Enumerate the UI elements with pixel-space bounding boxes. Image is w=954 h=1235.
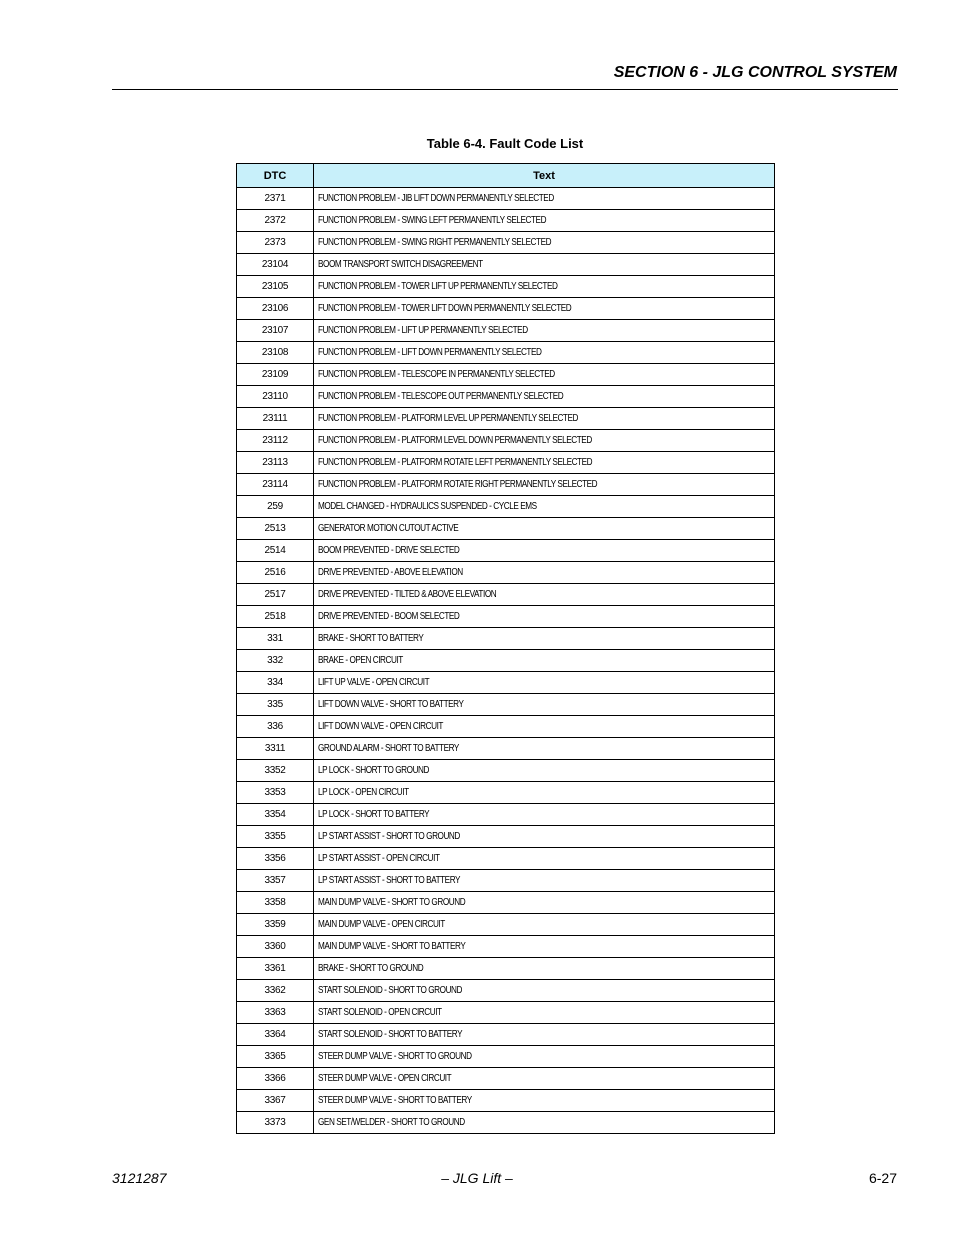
dtc-code-cell: 23104 [237, 254, 314, 276]
fault-description-cell [314, 958, 775, 980]
fault-description-text: FUNCTION PROBLEM - SWING RIGHT PERMANENTLY SELECTED [318, 236, 552, 248]
fault-description-cell [314, 408, 775, 430]
dtc-code-cell: 23109 [237, 364, 314, 386]
fault-description-text: FUNCTION PROBLEM - JIB LIFT DOWN PERMANENTLY SELECTED [318, 192, 554, 204]
table-body [237, 188, 775, 1134]
header-divider [112, 89, 898, 90]
table-row [237, 760, 775, 782]
dtc-code-cell: 3360 [237, 936, 314, 958]
dtc-code-cell: 23105 [237, 276, 314, 298]
table-row [237, 188, 775, 210]
table-row [237, 936, 775, 958]
fault-description-text: FUNCTION PROBLEM - PLATFORM ROTATE RIGHT PERMANENTLY SELECTED [318, 478, 598, 490]
fault-description-cell [314, 650, 775, 672]
table-row [237, 958, 775, 980]
table-row [237, 672, 775, 694]
fault-description-text: MAIN DUMP VALVE - SHORT TO GROUND [318, 896, 466, 908]
dtc-code-cell: 2513 [237, 518, 314, 540]
fault-description-cell [314, 430, 775, 452]
fault-description-cell [314, 386, 775, 408]
fault-description-cell [314, 716, 775, 738]
dtc-code-cell: 23111 [237, 408, 314, 430]
dtc-code-cell: 23107 [237, 320, 314, 342]
fault-description-cell [314, 694, 775, 716]
dtc-code-cell: 3373 [237, 1112, 314, 1134]
dtc-code-cell: 2518 [237, 606, 314, 628]
table-row [237, 1024, 775, 1046]
dtc-code-cell: 23106 [237, 298, 314, 320]
table-row [237, 430, 775, 452]
table-row [237, 628, 775, 650]
table-row [237, 342, 775, 364]
table-row [237, 496, 775, 518]
fault-description-text: GROUND ALARM - SHORT TO BATTERY [318, 742, 459, 754]
fault-description-cell [314, 496, 775, 518]
dtc-code-cell: 23113 [237, 452, 314, 474]
table-row [237, 540, 775, 562]
dtc-code-cell: 259 [237, 496, 314, 518]
dtc-code-cell: 3356 [237, 848, 314, 870]
fault-description-cell [314, 320, 775, 342]
fault-description-text: STEER DUMP VALVE - OPEN CIRCUIT [318, 1072, 452, 1084]
table-row [237, 782, 775, 804]
fault-description-text: MAIN DUMP VALVE - SHORT TO BATTERY [318, 940, 466, 952]
table-row [237, 1046, 775, 1068]
table-row [237, 364, 775, 386]
fault-description-cell [314, 1112, 775, 1134]
dtc-code-cell: 23110 [237, 386, 314, 408]
fault-description-text: LIFT DOWN VALVE - OPEN CIRCUIT [318, 720, 443, 732]
fault-description-text: DRIVE PREVENTED - ABOVE ELEVATION [318, 566, 463, 578]
table-row [237, 804, 775, 826]
dtc-code-cell: 3354 [237, 804, 314, 826]
dtc-code-cell: 3358 [237, 892, 314, 914]
fault-description-text: STEER DUMP VALVE - SHORT TO GROUND [318, 1050, 472, 1062]
fault-description-text: START SOLENOID - SHORT TO BATTERY [318, 1028, 463, 1040]
table-header-row [237, 164, 775, 188]
document-number: 3121287 [112, 1170, 167, 1186]
table-row [237, 848, 775, 870]
page-number: 6-27 [868, 1170, 897, 1186]
column-header-text: Text [314, 164, 775, 188]
fault-description-text: LP LOCK - SHORT TO GROUND [318, 764, 430, 776]
fault-description-text: LP LOCK - OPEN CIRCUIT [318, 786, 409, 798]
dtc-code-cell: 336 [237, 716, 314, 738]
fault-description-cell [314, 804, 775, 826]
fault-description-cell [314, 628, 775, 650]
fault-description-text: LP START ASSIST - OPEN CIRCUIT [318, 852, 440, 864]
table-row [237, 474, 775, 496]
fault-description-text: FUNCTION PROBLEM - PLATFORM LEVEL UP PERMANENTLY SELECTED [318, 412, 578, 424]
table-row [237, 298, 775, 320]
fault-description-cell [314, 584, 775, 606]
fault-description-cell [314, 1002, 775, 1024]
fault-code-table [236, 163, 775, 1134]
fault-description-text: FUNCTION PROBLEM - TOWER LIFT UP PERMANENTLY SELECTED [318, 280, 558, 292]
fault-description-cell [314, 606, 775, 628]
fault-description-text: BRAKE - SHORT TO GROUND [318, 962, 424, 974]
table-row [237, 408, 775, 430]
table-row [237, 870, 775, 892]
fault-description-cell [314, 276, 775, 298]
dtc-code-cell: 3353 [237, 782, 314, 804]
table-row [237, 232, 775, 254]
fault-description-text: LIFT DOWN VALVE - SHORT TO BATTERY [318, 698, 464, 710]
dtc-code-cell: 3364 [237, 1024, 314, 1046]
dtc-code-cell: 2372 [237, 210, 314, 232]
dtc-code-cell: 3366 [237, 1068, 314, 1090]
column-header-dtc: DTC [237, 164, 314, 188]
fault-description-text: FUNCTION PROBLEM - TOWER LIFT DOWN PERMANENTLY SELECTED [318, 302, 572, 314]
dtc-code-cell: 3311 [237, 738, 314, 760]
table-row [237, 826, 775, 848]
dtc-code-cell: 2514 [237, 540, 314, 562]
dtc-code-cell: 334 [237, 672, 314, 694]
dtc-code-cell: 3355 [237, 826, 314, 848]
table-caption: Table 6-4. Fault Code List [426, 136, 584, 151]
fault-description-cell [314, 1024, 775, 1046]
table-row [237, 650, 775, 672]
fault-description-cell [314, 760, 775, 782]
fault-description-text: FUNCTION PROBLEM - TELESCOPE IN PERMANENTLY SELECTED [318, 368, 555, 380]
dtc-code-cell: 23108 [237, 342, 314, 364]
table-row [237, 1068, 775, 1090]
fault-description-cell [314, 364, 775, 386]
table-row [237, 1002, 775, 1024]
table-row [237, 518, 775, 540]
table-row [237, 716, 775, 738]
fault-description-cell [314, 452, 775, 474]
section-title: SECTION 6 - JLG CONTROL SYSTEM [613, 64, 897, 81]
fault-description-cell [314, 1090, 775, 1112]
fault-description-cell [314, 298, 775, 320]
dtc-code-cell: 3359 [237, 914, 314, 936]
table-row [237, 562, 775, 584]
table-row [237, 1112, 775, 1134]
fault-description-text: GEN SET/WELDER - SHORT TO GROUND [318, 1116, 465, 1128]
dtc-code-cell: 2516 [237, 562, 314, 584]
table-row [237, 738, 775, 760]
fault-description-text: LP LOCK - SHORT TO BATTERY [318, 808, 430, 820]
fault-description-text: GENERATOR MOTION CUTOUT ACTIVE [318, 522, 459, 534]
fault-description-cell [314, 1068, 775, 1090]
table-row [237, 914, 775, 936]
fault-description-text: FUNCTION PROBLEM - LIFT DOWN PERMANENTLY SELECTED [318, 346, 542, 358]
fault-description-cell [314, 936, 775, 958]
dtc-code-cell: 2373 [237, 232, 314, 254]
fault-description-cell [314, 562, 775, 584]
fault-description-text: DRIVE PREVENTED - BOOM SELECTED [318, 610, 460, 622]
fault-description-text: BRAKE - SHORT TO BATTERY [318, 632, 424, 644]
fault-description-cell [314, 870, 775, 892]
dtc-code-cell: 332 [237, 650, 314, 672]
fault-description-cell [314, 892, 775, 914]
dtc-code-cell: 2371 [237, 188, 314, 210]
fault-description-cell [314, 848, 775, 870]
fault-description-text: MODEL CHANGED - HYDRAULICS SUSPENDED - CYCLE EMS [318, 500, 537, 512]
fault-description-cell [314, 254, 775, 276]
dtc-code-cell: 3362 [237, 980, 314, 1002]
fault-description-cell [314, 1046, 775, 1068]
footer-brand: – JLG Lift – [441, 1170, 513, 1186]
dtc-code-cell: 3365 [237, 1046, 314, 1068]
table-row [237, 386, 775, 408]
table-row [237, 254, 775, 276]
fault-description-text: FUNCTION PROBLEM - PLATFORM LEVEL DOWN PERMANENTLY SELECTED [318, 434, 592, 446]
fault-description-cell [314, 980, 775, 1002]
table-row [237, 584, 775, 606]
fault-description-text: FUNCTION PROBLEM - SWING LEFT PERMANENTLY SELECTED [318, 214, 547, 226]
fault-description-cell [314, 342, 775, 364]
fault-description-text: LIFT UP VALVE - OPEN CIRCUIT [318, 676, 430, 688]
dtc-code-cell: 335 [237, 694, 314, 716]
fault-description-text: DRIVE PREVENTED - TILTED & ABOVE ELEVATION [318, 588, 497, 600]
fault-description-cell [314, 672, 775, 694]
fault-description-text: BOOM PREVENTED - DRIVE SELECTED [318, 544, 460, 556]
fault-description-text: LP START ASSIST - SHORT TO BATTERY [318, 874, 461, 886]
dtc-code-cell: 23114 [237, 474, 314, 496]
fault-description-text: STEER DUMP VALVE - SHORT TO BATTERY [318, 1094, 472, 1106]
fault-description-cell [314, 232, 775, 254]
table-row [237, 980, 775, 1002]
table-row [237, 1090, 775, 1112]
table-row [237, 210, 775, 232]
table-row [237, 892, 775, 914]
dtc-code-cell: 3352 [237, 760, 314, 782]
dtc-code-cell: 2517 [237, 584, 314, 606]
fault-description-text: MAIN DUMP VALVE - OPEN CIRCUIT [318, 918, 445, 930]
dtc-code-cell: 331 [237, 628, 314, 650]
fault-description-text: FUNCTION PROBLEM - LIFT UP PERMANENTLY SELECTED [318, 324, 528, 336]
table-row [237, 452, 775, 474]
fault-description-cell [314, 474, 775, 496]
fault-description-text: START SOLENOID - SHORT TO GROUND [318, 984, 462, 996]
fault-description-text: BRAKE - OPEN CIRCUIT [318, 654, 403, 666]
fault-description-cell [314, 188, 775, 210]
dtc-code-cell: 3367 [237, 1090, 314, 1112]
fault-description-cell [314, 518, 775, 540]
dtc-code-cell: 3361 [237, 958, 314, 980]
fault-description-cell [314, 738, 775, 760]
table-row [237, 320, 775, 342]
table-row [237, 694, 775, 716]
fault-description-cell [314, 826, 775, 848]
fault-description-text: BOOM TRANSPORT SWITCH DISAGREEMENT [318, 258, 483, 270]
table-row [237, 606, 775, 628]
fault-description-text: START SOLENOID - OPEN CIRCUIT [318, 1006, 442, 1018]
fault-description-text: FUNCTION PROBLEM - PLATFORM ROTATE LEFT PERMANENTLY SELECTED [318, 456, 593, 468]
fault-description-cell [314, 914, 775, 936]
fault-description-cell [314, 782, 775, 804]
fault-description-cell [314, 540, 775, 562]
fault-description-text: FUNCTION PROBLEM - TELESCOPE OUT PERMANENTLY SELECTED [318, 390, 564, 402]
dtc-code-cell: 3363 [237, 1002, 314, 1024]
table-row [237, 276, 775, 298]
fault-description-cell [314, 210, 775, 232]
dtc-code-cell: 23112 [237, 430, 314, 452]
fault-description-text: LP START ASSIST - SHORT TO GROUND [318, 830, 460, 842]
dtc-code-cell: 3357 [237, 870, 314, 892]
